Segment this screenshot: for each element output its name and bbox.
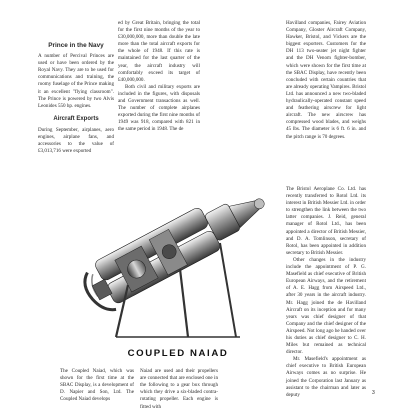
middle-column	[118, 20, 200, 134]
exports-paragraph: During September, airplanes, aero engines, airplane fans, and accessories to the value of £3,013,716 were exported	[38, 126, 114, 155]
middle-paragraph-2: Both civil and military exports are included in the figures, with disposals and Government transactions as well. The number of complete airplanes exported during the first nine months of 1949 was 918, compared with 821 in the same period in 1948. The de	[118, 83, 200, 133]
coupled-naiad-engine-illustration	[60, 173, 284, 341]
engine-photograph	[60, 173, 284, 341]
right-paragraph-upper: Havilland companies, Fairey Aviation Company, Gloster Aircraft Company, Hawker, Bristol, and Vickers are the biggest exporters. Customers for the DH 113 two-seater jet night fighter and the DH Venom fighter-bomber, which were shown for the first time at the SBAC Display, have recently been concluded with certain countries that are already operating Vampires. Bristol Ltd. has announced a new two-bladed hydraulically-operated constant speed and feathering airscrew for light aircraft. The new airscrew has compressed wood blades, and weighs 45 lbs. The diameter is 6 ft. 6 in. and the pitch range is 70 degrees.	[286, 20, 366, 140]
caption-middle-column	[140, 363, 218, 416]
page-number: 3	[372, 390, 375, 396]
figure-caption-title: COUPLED NAIAD	[127, 348, 229, 359]
caption-left-paragraph: The Coupled Naiad, which was shown for the first time at the SBAC Display, is a development of D. Napier and Son, Ltd. The Coupled Naiad develops	[60, 368, 134, 403]
caption-middle-paragraph: Naiad are used and their propellers are connected that are enclosed one in the following to a gear box through which they drive a six-bladed contra-rotating propeller. Each engine is fitted with	[140, 368, 218, 410]
middle-paragraph-1: ed by Great Britain, bringing the total for the first nine months of the year to £30,000,000, more than double the late more than the total aircraft exports for the whole of 1948. If this rate is maintained for the last quarter of the year, the aircraft industry will comfortably exceed its target of £40,000,000.	[118, 20, 200, 83]
right-column-lower	[286, 186, 366, 399]
left-column	[38, 42, 114, 155]
right-paragraph-lower-3: Mr. Masefield's appointment as chief executive to British European Airways comes as no surprise. He joined the Corporation last January as assistant to the chairman and later as deputy	[286, 356, 366, 398]
right-column-upper	[286, 20, 366, 141]
right-paragraph-lower-2: Other changes in the industry include the appointment of P. G. Masefield as chief executive of British European Airways, and the retirement of A. E. Hagg from Airspeed Ltd., after 30 years in the aircraft industry. Mr. Hagg joined the de Havilland Aircraft on its inception and for many years was chief designer of that Company and the chief designer of the Airspeed. Not long ago he handed over his duties as chief designer to C. H. Miles but remained as technical director.	[286, 256, 366, 356]
navy-paragraph: A number of Percival Princes are used or have been ordered by the Royal Navy. They are to be used for communications and training, the roomy fuselage of the Prince making it an excellent "flying classroom". The Prince is powered by two Alvis Leonides 550 hp. engines.	[38, 53, 114, 109]
heading-prince-in-navy: Prince in the Navy	[48, 42, 104, 49]
right-paragraph-lower-1: The Bristol Aeroplane Co. Ltd. has recently transferred to Rotol Ltd. its interest in British Messier Ltd. in order to strengthen the link between the two latter companies. J. Reid, general manager of Rotol Ltd., has been appointed a director of British Messier, and D. A. Tomlinson, secretary of Rotol, has been appointed in addition secretary to British Messier.	[286, 186, 366, 256]
caption-left-column	[60, 363, 134, 409]
heading-aircraft-exports: Aircraft Exports	[53, 115, 99, 122]
